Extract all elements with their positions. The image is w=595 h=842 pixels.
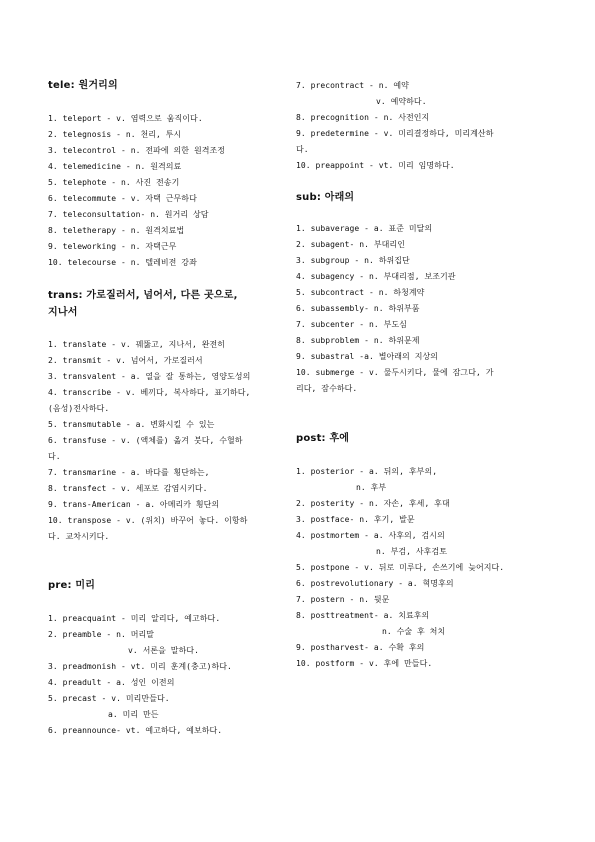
list-item: 1. subaverage - a. 표준 미달의 [296, 224, 433, 233]
list-item: 3. preadmonish - vt. 미리 훈계(충고)하다. [48, 662, 232, 671]
list-item: 6. preannounce- vt. 예고하다, 예보하다. [48, 726, 223, 735]
section-heading-sub: sub: 아래의 [296, 192, 355, 203]
list-item-line: 2. preamble - n. 머리말 [48, 630, 155, 639]
list-item [296, 78, 536, 110]
list-item-line: 다. 교차시키다. [48, 532, 110, 541]
list-item-line: n. 수술 후 처치 [382, 627, 446, 636]
list-item: 7. postern - n. 뒷문 [296, 595, 390, 604]
list-item-line: 다. [48, 452, 61, 461]
list-item-line: 7. precontract - n. 예약 [296, 81, 409, 90]
list-item: 8. transfect - v. 세포로 감염시키다. [48, 484, 208, 493]
list-item: 9. trans-American - a. 아메리카 횡단의 [48, 500, 220, 509]
list-item: 2. posterity - n. 자손, 후세, 후대 [296, 499, 450, 508]
section-heading-trans [48, 287, 284, 321]
list-item: 7. teleconsultation- n. 원거리 상담 [48, 210, 209, 219]
list-item [296, 528, 536, 560]
list-item [48, 627, 284, 659]
list-item: 4. telemedicine - n. 원격의료 [48, 162, 182, 171]
section-heading-tele: tele: 원거리의 [48, 80, 118, 91]
list-item: 10. preappoint - vt. 미리 임명하다. [296, 161, 455, 170]
list-item: 1. teleport - v. 염력으로 움직이다. [48, 114, 203, 123]
word-list-post [296, 464, 536, 672]
list-item: 2. subagent- n. 부대리인 [296, 240, 405, 249]
list-item: 10. telecourse - n. 텔레비전 강좌 [48, 258, 197, 267]
list-item: 4. preadult - a. 성인 이전의 [48, 678, 175, 687]
list-item: 8. subproblem - n. 하위문제 [296, 336, 420, 345]
list-item: 6. subassembly- n. 하위부품 [296, 304, 420, 313]
list-item: 6. postrevolutionary - a. 혁명후의 [296, 579, 454, 588]
list-item-line: v. 예약하다. [376, 97, 427, 106]
list-item: 4. subagency - n. 부대리점, 보조기관 [296, 272, 456, 281]
list-item: 9. subastral -a. 별아래의 지상의 [296, 352, 439, 361]
list-item-line: (음성)전사하다. [48, 404, 110, 413]
list-item [48, 513, 284, 545]
list-item-line: 8. posttreatment- a. 치료후의 [296, 611, 430, 620]
list-item: 5. telephote - n. 사진 전송기 [48, 178, 180, 187]
list-item: 8. teletherapy - n. 원격치료법 [48, 226, 185, 235]
list-item: 8. precognition - n. 사전인지 [296, 113, 430, 122]
list-item-line: 10. transpose - v. (위치) 바꾸어 놓다. 이항하 [48, 516, 248, 525]
list-item-line: 1. posterior - a. 뒤의, 후부의, [296, 467, 438, 476]
list-item: 3. postface- n. 후기, 발문 [296, 515, 415, 524]
list-item-line: 9. predetermine - v. 미리결정하다, 미리계산하 [296, 129, 494, 138]
list-item: 5. subcontract - n. 하청계약 [296, 288, 425, 297]
word-list-pre [48, 611, 284, 739]
word-list-sub [296, 221, 536, 397]
list-item [296, 464, 536, 496]
section-heading-line: 지나서 [48, 307, 78, 318]
list-item-line: 리다, 잠수하다. [296, 384, 358, 393]
list-item: 9. postharvest- a. 수확 후의 [296, 643, 425, 652]
word-list-pre-continued [296, 78, 536, 174]
list-item: 9. teleworking - n. 자택근무 [48, 242, 177, 251]
list-item [48, 385, 284, 417]
section-heading-post: post: 후에 [296, 433, 350, 444]
list-item [296, 126, 536, 158]
list-item: 5. postpone - v. 뒤로 미루다, 손쓰기에 늦어지다. [296, 563, 505, 572]
list-item [296, 608, 536, 640]
list-item-line: a. 미리 만든 [108, 710, 159, 719]
list-item: 3. telecontrol - n. 전파에 의한 원격조정 [48, 146, 226, 155]
list-item: 1. preacquaint - 미리 알리다, 예고하다. [48, 614, 221, 623]
list-item: 7. transmarine - a. 바다를 횡단하는, [48, 468, 210, 477]
list-item-line: 4. postmortem - a. 사후의, 검시의 [296, 531, 445, 540]
list-item [48, 433, 284, 465]
list-item [296, 365, 536, 397]
list-item: 3. transvalent - a. 열을 잘 통하는, 영양도성의 [48, 372, 251, 381]
list-item-line: v. 서론을 말하다. [128, 646, 199, 655]
section-heading-pre: pre: 미리 [48, 580, 96, 591]
list-item: 6. telecommute - v. 자택 근무하다 [48, 194, 197, 203]
section-heading-line: trans: 가로질러서, 넘어서, 다른 곳으로, [48, 290, 238, 301]
list-item-line: 4. transcribe - v. 베끼다, 복사하다, 표기하다, [48, 388, 251, 397]
word-list-trans [48, 337, 284, 545]
list-item: 2. telegnosis - n. 천리, 투시 [48, 130, 182, 139]
list-item: 2. transmit - v. 넘어서, 가로질러서 [48, 356, 203, 365]
list-item: 7. subcenter - n. 부도심 [296, 320, 407, 329]
list-item: 1. translate - v. 꿰뚫고, 지나서, 완전히 [48, 340, 226, 349]
list-item-line: 5. precast - v. 미리만들다. [48, 694, 170, 703]
list-item: 10. postform - v. 후에 만들다. [296, 659, 433, 668]
list-item-line: n. 부검, 사후검토 [376, 547, 447, 556]
list-item-line: 다. [296, 145, 309, 154]
list-item-line: 10. submerge - v. 물두시키다, 물에 잠그다, 가 [296, 368, 494, 377]
list-item-line: 6. transfuse - v. (액체를) 옮겨 붓다, 수혈하 [48, 436, 243, 445]
list-item [48, 691, 284, 723]
list-item: 3. subgroup - n. 하위집단 [296, 256, 410, 265]
word-list-tele [48, 111, 284, 271]
list-item: 5. transmutable - a. 변화시킬 수 있는 [48, 420, 215, 429]
list-item-line: n. 후부 [356, 483, 387, 492]
